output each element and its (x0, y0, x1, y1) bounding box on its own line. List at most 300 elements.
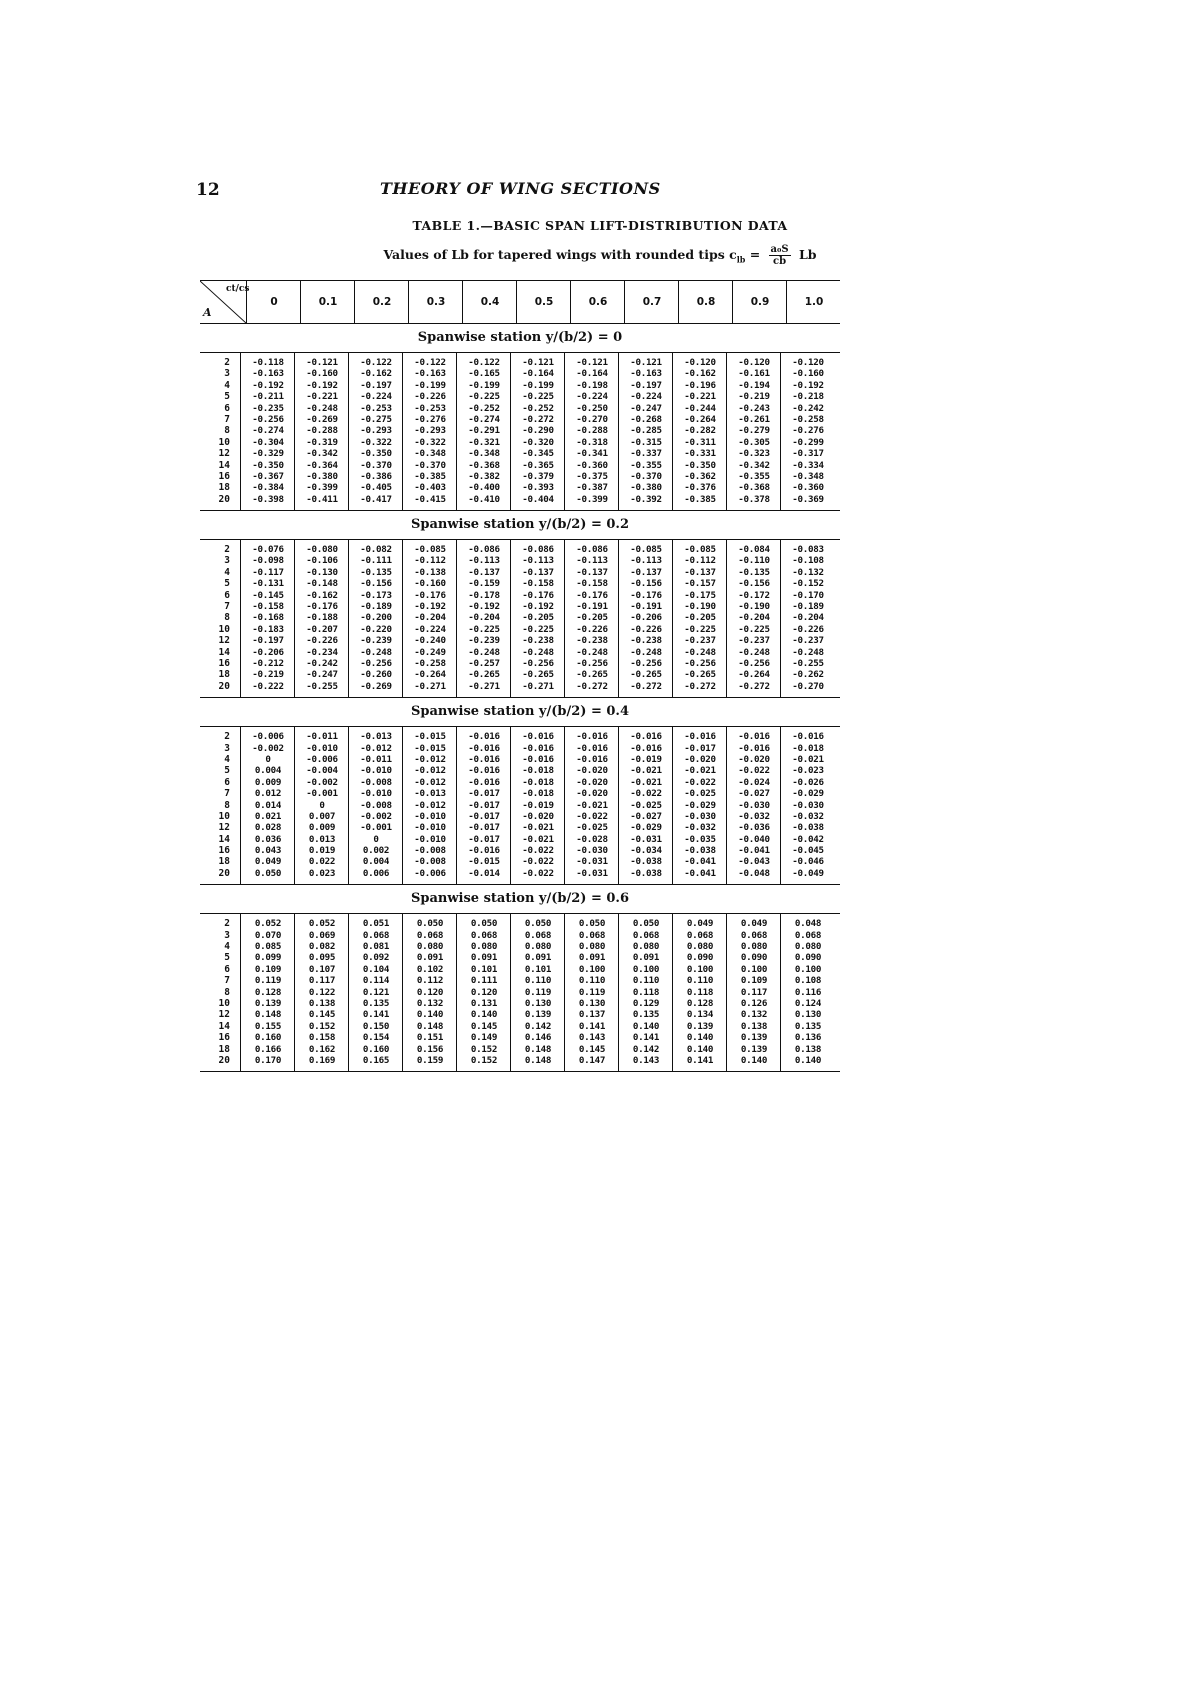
value-cell: 0.170 (254, 1054, 282, 1066)
subtitle-subscript: lb (736, 254, 746, 265)
value-cell: -0.317 (792, 448, 824, 460)
value-cell: -0.256 (684, 657, 716, 669)
value-cell: 0.009 (308, 822, 336, 834)
value-cell: -0.026 (792, 776, 824, 788)
value-cell: 0.145 (578, 1043, 606, 1055)
value-cell: 0.080 (686, 941, 714, 953)
value-cell: -0.369 (792, 493, 824, 505)
section-label: Spanwise station y/(b/2) = 0.2 (411, 517, 629, 533)
value-cell: -0.368 (468, 459, 500, 471)
value-cell: -0.137 (522, 566, 554, 578)
value-cell: -0.006 (306, 753, 338, 765)
value-cell: -0.256 (252, 413, 284, 425)
value-cell: 0.154 (362, 1032, 390, 1044)
value-cell: -0.006 (252, 731, 284, 743)
value-cell: -0.248 (792, 646, 824, 658)
value-cell: -0.002 (360, 810, 392, 822)
value-cell: -0.176 (306, 601, 338, 613)
section-body (200, 726, 840, 885)
value-cell: -0.237 (792, 635, 824, 647)
table-row (200, 635, 840, 646)
value-cell: 0.101 (524, 963, 552, 975)
value-cell: -0.163 (414, 368, 446, 380)
table-title: TABLE 1.—BASIC SPAN LIFT-DISTRIBUTION DATA (412, 218, 788, 233)
value-cell: -0.049 (792, 867, 824, 879)
value-cell: -0.041 (684, 867, 716, 879)
value-cell: -0.265 (522, 669, 554, 681)
value-cell: -0.016 (522, 731, 554, 743)
value-cell: 0.118 (686, 986, 714, 998)
value-cell: -0.258 (792, 413, 824, 425)
value-cell: 0.145 (470, 1020, 498, 1032)
value-cell: -0.387 (576, 482, 608, 494)
table-row (200, 930, 840, 941)
value-cell: -0.016 (576, 753, 608, 765)
value-cell: 0.022 (308, 856, 336, 868)
value-cell: -0.253 (360, 402, 392, 414)
aspect-ratio-cell: 5 (224, 391, 230, 403)
value-cell: -0.030 (792, 799, 824, 811)
value-cell: 0.002 (362, 845, 390, 857)
table-row (200, 425, 840, 436)
value-cell: -0.161 (738, 368, 770, 380)
value-cell: 0.151 (416, 1032, 444, 1044)
value-cell: -0.337 (630, 448, 662, 460)
table-row (200, 788, 840, 799)
value-cell: -0.219 (738, 391, 770, 403)
aspect-ratio-cell: 10 (218, 997, 230, 1009)
value-cell: -0.022 (522, 845, 554, 857)
aspect-ratio-cell: 7 (224, 413, 230, 425)
value-cell: 0.069 (308, 929, 336, 941)
value-cell: -0.385 (684, 493, 716, 505)
value-cell: -0.226 (630, 623, 662, 635)
value-cell: -0.012 (414, 776, 446, 788)
value-cell: -0.021 (630, 776, 662, 788)
value-cell: -0.113 (468, 555, 500, 567)
value-cell: -0.178 (468, 589, 500, 601)
value-cell: 0.068 (740, 929, 768, 941)
value-cell: -0.211 (252, 391, 284, 403)
value-cell: 0.139 (254, 997, 282, 1009)
value-cell: -0.020 (576, 776, 608, 788)
value-cell: -0.238 (576, 635, 608, 647)
value-cell: -0.305 (738, 436, 770, 448)
value-cell: 0.085 (254, 941, 282, 953)
value-cell: 0.143 (632, 1054, 660, 1066)
value-cell: -0.355 (630, 459, 662, 471)
aspect-ratio-cell: 12 (218, 448, 230, 460)
value-cell: -0.360 (576, 459, 608, 471)
value-cell: -0.276 (414, 413, 446, 425)
table-row (200, 918, 840, 929)
value-cell: -0.012 (360, 742, 392, 754)
value-cell: 0.028 (254, 822, 282, 834)
value-cell: -0.027 (738, 788, 770, 800)
value-cell: 0.101 (470, 963, 498, 975)
value-cell: -0.025 (684, 788, 716, 800)
value-cell: -0.362 (684, 470, 716, 482)
table-row (200, 567, 840, 578)
value-cell: -0.017 (468, 799, 500, 811)
value-cell: 0.135 (632, 1009, 660, 1021)
aspect-ratio-cell: 4 (224, 753, 230, 765)
value-cell: 0.139 (524, 1009, 552, 1021)
value-cell: -0.247 (306, 669, 338, 681)
value-cell: -0.158 (522, 578, 554, 590)
value-cell: -0.255 (306, 680, 338, 692)
table-subtitle (0, 244, 1200, 267)
value-cell: 0.099 (254, 952, 282, 964)
value-cell: 0.081 (362, 941, 390, 953)
value-cell: -0.255 (792, 657, 824, 669)
value-cell: -0.257 (468, 657, 500, 669)
value-cell: -0.237 (684, 635, 716, 647)
value-cell: -0.224 (414, 623, 446, 635)
table-row (200, 681, 840, 692)
table-row (200, 624, 840, 635)
value-cell: -0.226 (306, 635, 338, 647)
table-row (200, 731, 840, 742)
spanwise-section (200, 324, 840, 511)
value-cell: -0.370 (414, 459, 446, 471)
fraction-denominator: cb (773, 256, 787, 267)
value-cell: -0.176 (576, 589, 608, 601)
value-cell: 0.152 (470, 1054, 498, 1066)
value-cell: -0.206 (630, 612, 662, 624)
aspect-ratio-cell: 6 (224, 402, 230, 414)
value-cell: 0.021 (254, 810, 282, 822)
value-cell: -0.271 (468, 680, 500, 692)
value-cell: -0.011 (306, 731, 338, 743)
value-cell: 0.140 (416, 1009, 444, 1021)
value-cell: 0.091 (632, 952, 660, 964)
value-cell: 0.049 (686, 918, 714, 930)
value-cell: -0.111 (360, 555, 392, 567)
value-cell: -0.002 (306, 776, 338, 788)
value-cell: 0.110 (686, 975, 714, 987)
table-row (200, 658, 840, 669)
value-cell: -0.261 (738, 413, 770, 425)
value-cell: -0.382 (468, 470, 500, 482)
table-row (200, 494, 840, 505)
value-cell: 0 (373, 833, 379, 845)
value-cell: 0.138 (740, 1020, 768, 1032)
value-cell: -0.121 (522, 357, 554, 368)
value-cell: 0.120 (416, 986, 444, 998)
value-cell: -0.199 (414, 379, 446, 391)
value-cell: -0.085 (630, 544, 662, 556)
value-cell: -0.117 (252, 566, 284, 578)
value-cell: 0.100 (686, 963, 714, 975)
table-row (200, 822, 840, 833)
value-cell: -0.120 (792, 357, 824, 368)
value-cell: -0.084 (738, 544, 770, 556)
value-cell: -0.016 (684, 731, 716, 743)
value-cell: -0.038 (630, 867, 662, 879)
table-row (200, 777, 840, 788)
value-cell: -0.264 (684, 413, 716, 425)
value-cell: -0.029 (684, 799, 716, 811)
aspect-ratio-cell: 18 (218, 669, 230, 681)
value-cell: -0.238 (522, 635, 554, 647)
table-row (200, 1055, 840, 1066)
value-cell: -0.256 (630, 657, 662, 669)
value-cell: 0.150 (362, 1020, 390, 1032)
value-cell: 0.100 (578, 963, 606, 975)
column-header: 0.2 (354, 281, 409, 323)
value-cell: -0.350 (360, 448, 392, 460)
value-cell: -0.020 (522, 810, 554, 822)
aspect-ratio-cell: 12 (218, 1009, 230, 1021)
aspect-ratio-label: A (203, 306, 212, 319)
value-cell: -0.022 (522, 856, 554, 868)
value-cell: 0.162 (308, 1043, 336, 1055)
value-cell: -0.272 (630, 680, 662, 692)
value-cell: 0.159 (416, 1054, 444, 1066)
aspect-ratio-cell: 12 (218, 822, 230, 834)
value-cell: 0.146 (524, 1032, 552, 1044)
value-cell: -0.113 (630, 555, 662, 567)
value-cell: -0.386 (360, 470, 392, 482)
value-cell: -0.350 (252, 459, 284, 471)
table-row (200, 856, 840, 867)
value-cell: -0.404 (522, 493, 554, 505)
value-cell: -0.173 (360, 589, 392, 601)
table-row (200, 647, 840, 658)
value-cell: -0.086 (468, 544, 500, 556)
value-cell: -0.145 (252, 589, 284, 601)
value-cell: -0.019 (630, 753, 662, 765)
value-cell: -0.025 (576, 822, 608, 834)
value-cell: 0.140 (794, 1054, 822, 1066)
value-cell: -0.158 (576, 578, 608, 590)
value-cell: 0.095 (308, 952, 336, 964)
value-cell: -0.148 (306, 578, 338, 590)
value-cell: -0.197 (360, 379, 392, 391)
value-cell: 0.050 (416, 918, 444, 930)
value-cell: 0.140 (740, 1054, 768, 1066)
value-cell: -0.018 (792, 742, 824, 754)
value-cell: 0.004 (254, 765, 282, 777)
table-row (200, 1009, 840, 1020)
aspect-ratio-cell: 3 (224, 929, 230, 941)
value-cell: -0.135 (360, 566, 392, 578)
value-cell: -0.018 (522, 765, 554, 777)
value-cell: -0.242 (306, 657, 338, 669)
table-row (200, 403, 840, 414)
aspect-ratio-cell: 16 (218, 1032, 230, 1044)
spanwise-section (200, 698, 840, 885)
value-cell: -0.031 (576, 867, 608, 879)
value-cell: -0.016 (576, 731, 608, 743)
value-cell: 0.019 (308, 845, 336, 857)
value-cell: -0.120 (738, 357, 770, 368)
value-cell: -0.022 (522, 867, 554, 879)
value-cell: -0.225 (684, 623, 716, 635)
value-cell: -0.021 (630, 765, 662, 777)
value-cell: -0.197 (630, 379, 662, 391)
value-cell: 0.165 (362, 1054, 390, 1066)
value-cell: 0.142 (524, 1020, 552, 1032)
aspect-ratio-cell: 14 (218, 459, 230, 471)
value-cell: 0.102 (416, 963, 444, 975)
value-cell: -0.262 (792, 669, 824, 681)
value-cell: -0.022 (630, 788, 662, 800)
value-cell: 0 (265, 753, 271, 765)
value-cell: 0.068 (362, 929, 390, 941)
value-cell: -0.080 (306, 544, 338, 556)
value-cell: -0.082 (360, 544, 392, 556)
value-cell: -0.392 (630, 493, 662, 505)
value-cell: 0.091 (578, 952, 606, 964)
value-cell: -0.029 (792, 788, 824, 800)
value-cell: -0.385 (414, 470, 446, 482)
value-cell: -0.010 (414, 810, 446, 822)
column-header: 0 (246, 281, 301, 323)
value-cell: 0 (319, 799, 325, 811)
value-cell: -0.001 (360, 822, 392, 834)
aspect-ratio-cell: 8 (224, 425, 230, 437)
value-cell: -0.274 (252, 425, 284, 437)
value-cell: 0.080 (416, 941, 444, 953)
aspect-ratio-cell: 16 (218, 470, 230, 482)
value-cell: -0.196 (684, 379, 716, 391)
value-cell: -0.242 (792, 402, 824, 414)
value-cell: 0.136 (794, 1032, 822, 1044)
value-cell: -0.190 (684, 601, 716, 613)
table-row (200, 975, 840, 986)
value-cell: -0.159 (468, 578, 500, 590)
value-cell: -0.221 (306, 391, 338, 403)
value-cell: -0.398 (252, 493, 284, 505)
value-cell: 0.139 (740, 1032, 768, 1044)
value-cell: 0.141 (578, 1020, 606, 1032)
value-cell: 0.141 (362, 1009, 390, 1021)
value-cell: -0.285 (630, 425, 662, 437)
value-cell: 0.145 (308, 1009, 336, 1021)
value-cell: 0.129 (632, 997, 660, 1009)
section-label: Spanwise station y/(b/2) = 0 (417, 330, 623, 345)
value-cell: -0.225 (468, 623, 500, 635)
value-cell: 0.023 (308, 867, 336, 879)
value-cell: -0.020 (684, 753, 716, 765)
value-cell: -0.024 (738, 776, 770, 788)
value-cell: -0.238 (630, 635, 662, 647)
value-cell: 0.080 (794, 941, 822, 953)
value-cell: -0.086 (522, 544, 554, 556)
value-cell: -0.192 (414, 601, 446, 613)
value-cell: 0.080 (632, 941, 660, 953)
aspect-ratio-cell: 4 (224, 941, 230, 953)
value-cell: -0.188 (306, 612, 338, 624)
column-header: 0.1 (300, 281, 355, 323)
aspect-ratio-cell: 20 (218, 1054, 230, 1066)
value-cell: -0.010 (360, 788, 392, 800)
value-cell: -0.226 (792, 623, 824, 635)
value-cell: 0.142 (632, 1043, 660, 1055)
value-cell: -0.237 (738, 635, 770, 647)
value-cell: -0.265 (630, 669, 662, 681)
value-cell: -0.269 (306, 413, 338, 425)
value-cell: -0.400 (468, 482, 500, 494)
value-cell: 0.135 (794, 1020, 822, 1032)
value-cell: -0.269 (360, 680, 392, 692)
value-cell: 0.091 (470, 952, 498, 964)
value-cell: 0.128 (686, 997, 714, 1009)
value-cell: -0.258 (414, 657, 446, 669)
value-cell: -0.041 (684, 856, 716, 868)
value-cell: -0.122 (468, 357, 500, 368)
value-cell: -0.331 (684, 448, 716, 460)
value-cell: -0.156 (630, 578, 662, 590)
value-cell: -0.192 (522, 601, 554, 613)
value-cell: 0.140 (470, 1009, 498, 1021)
value-cell: 0.131 (470, 997, 498, 1009)
value-cell: -0.016 (738, 731, 770, 743)
value-cell: -0.375 (576, 470, 608, 482)
value-cell: -0.172 (738, 589, 770, 601)
aspect-ratio-cell: 3 (224, 555, 230, 567)
value-cell: 0.107 (308, 963, 336, 975)
value-cell: 0.092 (362, 952, 390, 964)
value-cell: -0.156 (360, 578, 392, 590)
value-cell: 0.070 (254, 929, 282, 941)
value-cell: -0.225 (522, 623, 554, 635)
value-cell: -0.046 (792, 856, 824, 868)
value-cell: -0.029 (630, 822, 662, 834)
table-row (200, 800, 840, 811)
value-cell: -0.028 (576, 833, 608, 845)
aspect-ratio-cell: 2 (224, 357, 230, 368)
table-row (200, 834, 840, 845)
value-cell: -0.379 (522, 470, 554, 482)
value-cell: 0.130 (524, 997, 552, 1009)
value-cell: -0.031 (576, 856, 608, 868)
value-cell: -0.365 (522, 459, 554, 471)
column-header: 0.9 (732, 281, 787, 323)
value-cell: -0.160 (414, 578, 446, 590)
value-cell: 0.119 (254, 975, 282, 987)
value-cell: -0.350 (684, 459, 716, 471)
value-cell: -0.380 (306, 470, 338, 482)
value-cell: -0.364 (306, 459, 338, 471)
value-cell: -0.243 (738, 402, 770, 414)
value-cell: 0.052 (254, 918, 282, 930)
value-cell: -0.013 (414, 788, 446, 800)
value-cell: -0.290 (522, 425, 554, 437)
value-cell: -0.192 (306, 379, 338, 391)
value-cell: -0.376 (684, 482, 716, 494)
value-cell: 0.014 (254, 799, 282, 811)
value-cell: -0.165 (468, 368, 500, 380)
aspect-ratio-cell: 2 (224, 544, 230, 556)
column-header: 0.4 (462, 281, 517, 323)
aspect-ratio-cell: 18 (218, 856, 230, 868)
value-cell: -0.017 (468, 788, 500, 800)
value-cell: -0.017 (468, 833, 500, 845)
aspect-ratio-cell: 20 (218, 680, 230, 692)
value-cell: -0.176 (630, 589, 662, 601)
taper-ratio-label: ct/cs (226, 284, 250, 294)
aspect-ratio-cell: 8 (224, 986, 230, 998)
value-cell: 0.147 (578, 1054, 606, 1066)
column-header: 0.5 (516, 281, 571, 323)
value-cell: 0.140 (632, 1020, 660, 1032)
value-cell: -0.038 (792, 822, 824, 834)
value-cell: -0.027 (630, 810, 662, 822)
value-cell: -0.137 (630, 566, 662, 578)
